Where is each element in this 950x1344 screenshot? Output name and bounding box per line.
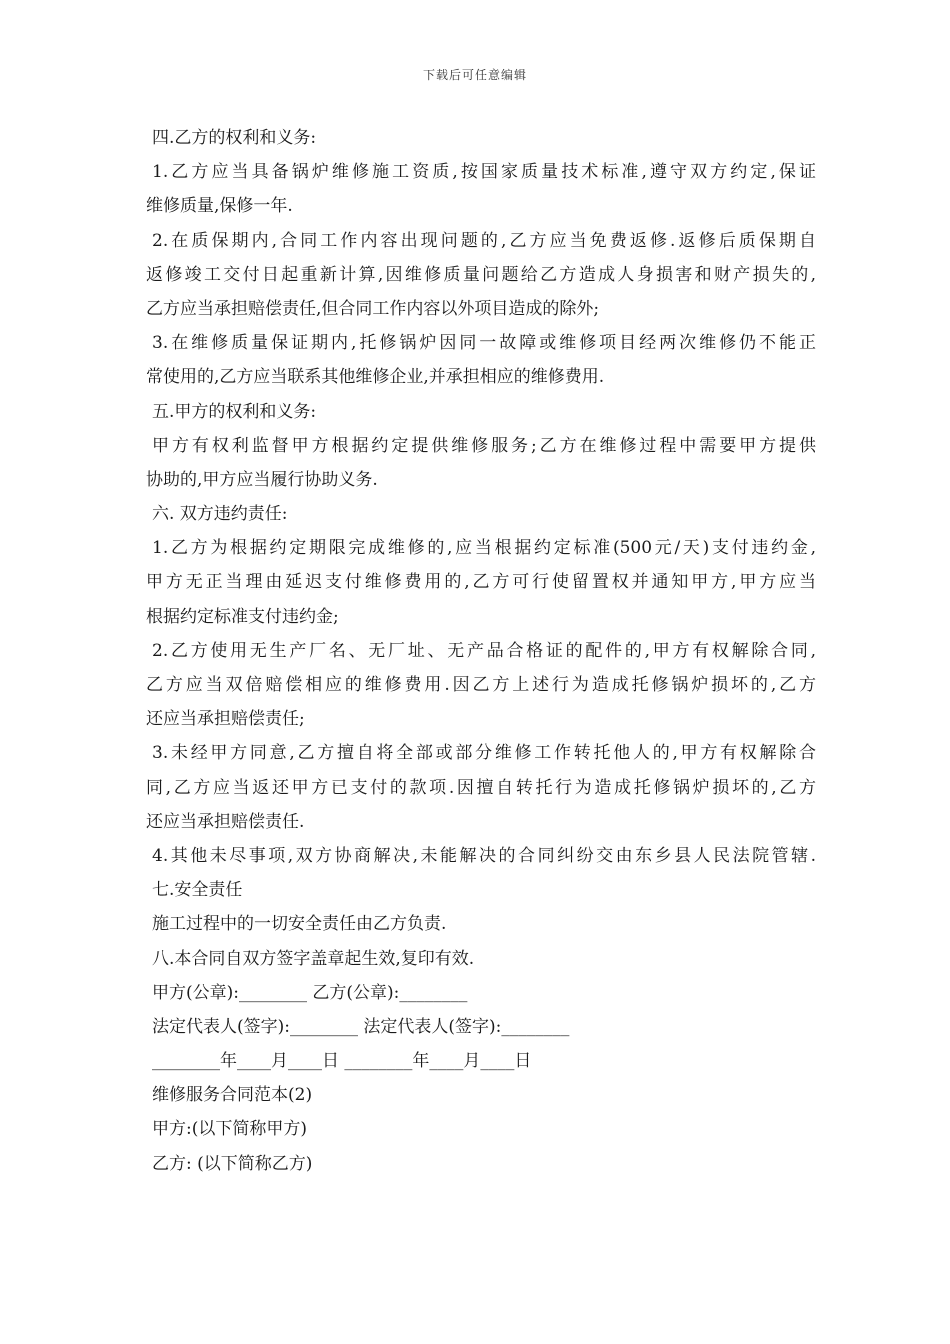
paragraph-line: 2.在质保期内,合同工作内容出现问题的,乙方应当免费返修.返修后质保期自 xyxy=(152,230,816,251)
paragraph-line: 1.乙方应当具备锅炉维修施工资质,按国家质量技术标准,遵守双方约定,保证 xyxy=(152,162,816,183)
paragraph-line: 根据约定标准支付违约金; xyxy=(146,606,339,627)
paragraph-line: 维修质量,保修一年. xyxy=(146,196,293,217)
contract-title: 维修服务合同范本(2) xyxy=(152,1085,313,1106)
section-heading: 四.乙方的权利和义务: xyxy=(152,128,317,148)
signature-line-date: ________年____月____日 ________年____月____日 xyxy=(152,1051,532,1072)
party-a-line: 甲方:(以下简称甲方) xyxy=(152,1119,307,1140)
section-heading: 五.甲方的权利和义务: xyxy=(152,401,317,422)
paragraph-line: 返修竣工交付日起重新计算,因维修质量问题给乙方造成人身损害和财产损失的, xyxy=(146,264,816,285)
paragraph-line: 3.在维修质量保证期内,托修锅炉因同一故障或维修项目经两次维修仍不能正 xyxy=(152,333,816,354)
document-body xyxy=(146,121,816,1181)
section-heading: 六. 双方违约责任: xyxy=(152,504,288,525)
section-heading: 八.本合同自双方签字盖章起生效,复印有效. xyxy=(152,948,475,969)
paragraph-line: 还应当承担赔偿责任; xyxy=(146,709,305,730)
paragraph-line: 乙方应当双倍赔偿相应的维修费用.因乙方上述行为造成托修锅炉损坏的,乙方 xyxy=(146,675,816,695)
paragraph-line: 4.其他未尽事项,双方协商解决,未能解决的合同纠纷交由东乡县人民法院管辖. xyxy=(152,845,816,866)
paragraph-line: 还应当承担赔偿责任. xyxy=(146,811,305,832)
paragraph-line: 同,乙方应当返还甲方已支付的款项.因擅自转托行为造成托修锅炉损坏的,乙方 xyxy=(146,777,816,798)
signature-line-representative: 法定代表人(签字):________ 法定代表人(签字):________ xyxy=(152,1016,570,1037)
paragraph-line: 1.乙方为根据约定期限完成维修的,应当根据约定标准(500元/天)支付违约金, xyxy=(152,538,816,559)
paragraph-line: 3.未经甲方同意,乙方擅自将全部或部分维修工作转托他人的,甲方有权解除合 xyxy=(152,743,816,764)
paragraph-line: 常使用的,乙方应当联系其他维修企业,并承担相应的维修费用. xyxy=(146,367,605,388)
paragraph-line: 协助的,甲方应当履行协助义务. xyxy=(146,469,378,490)
section-heading: 七.安全责任 xyxy=(152,880,243,901)
paragraph-line: 施工过程中的一切安全责任由乙方负责. xyxy=(152,914,447,935)
party-b-line: 乙方: (以下简称乙方) xyxy=(152,1153,313,1174)
page-header: 下载后可任意编辑 xyxy=(422,68,527,82)
paragraph-line: 2.乙方使用无生产厂名、无厂址、无产品合格证的配件的,甲方有权解除合同, xyxy=(152,640,816,661)
paragraph-line: 甲方有权利监督甲方根据约定提供维修服务;乙方在维修过程中需要甲方提供 xyxy=(152,435,816,456)
paragraph-line: 乙方应当承担赔偿责任,但合同工作内容以外项目造成的除外; xyxy=(146,298,600,319)
paragraph-line: 甲方无正当理由延迟支付维修费用的,乙方可行使留置权并通知甲方,甲方应当 xyxy=(146,572,816,593)
signature-line-seal: 甲方(公章):________ 乙方(公章):________ xyxy=(152,982,468,1003)
